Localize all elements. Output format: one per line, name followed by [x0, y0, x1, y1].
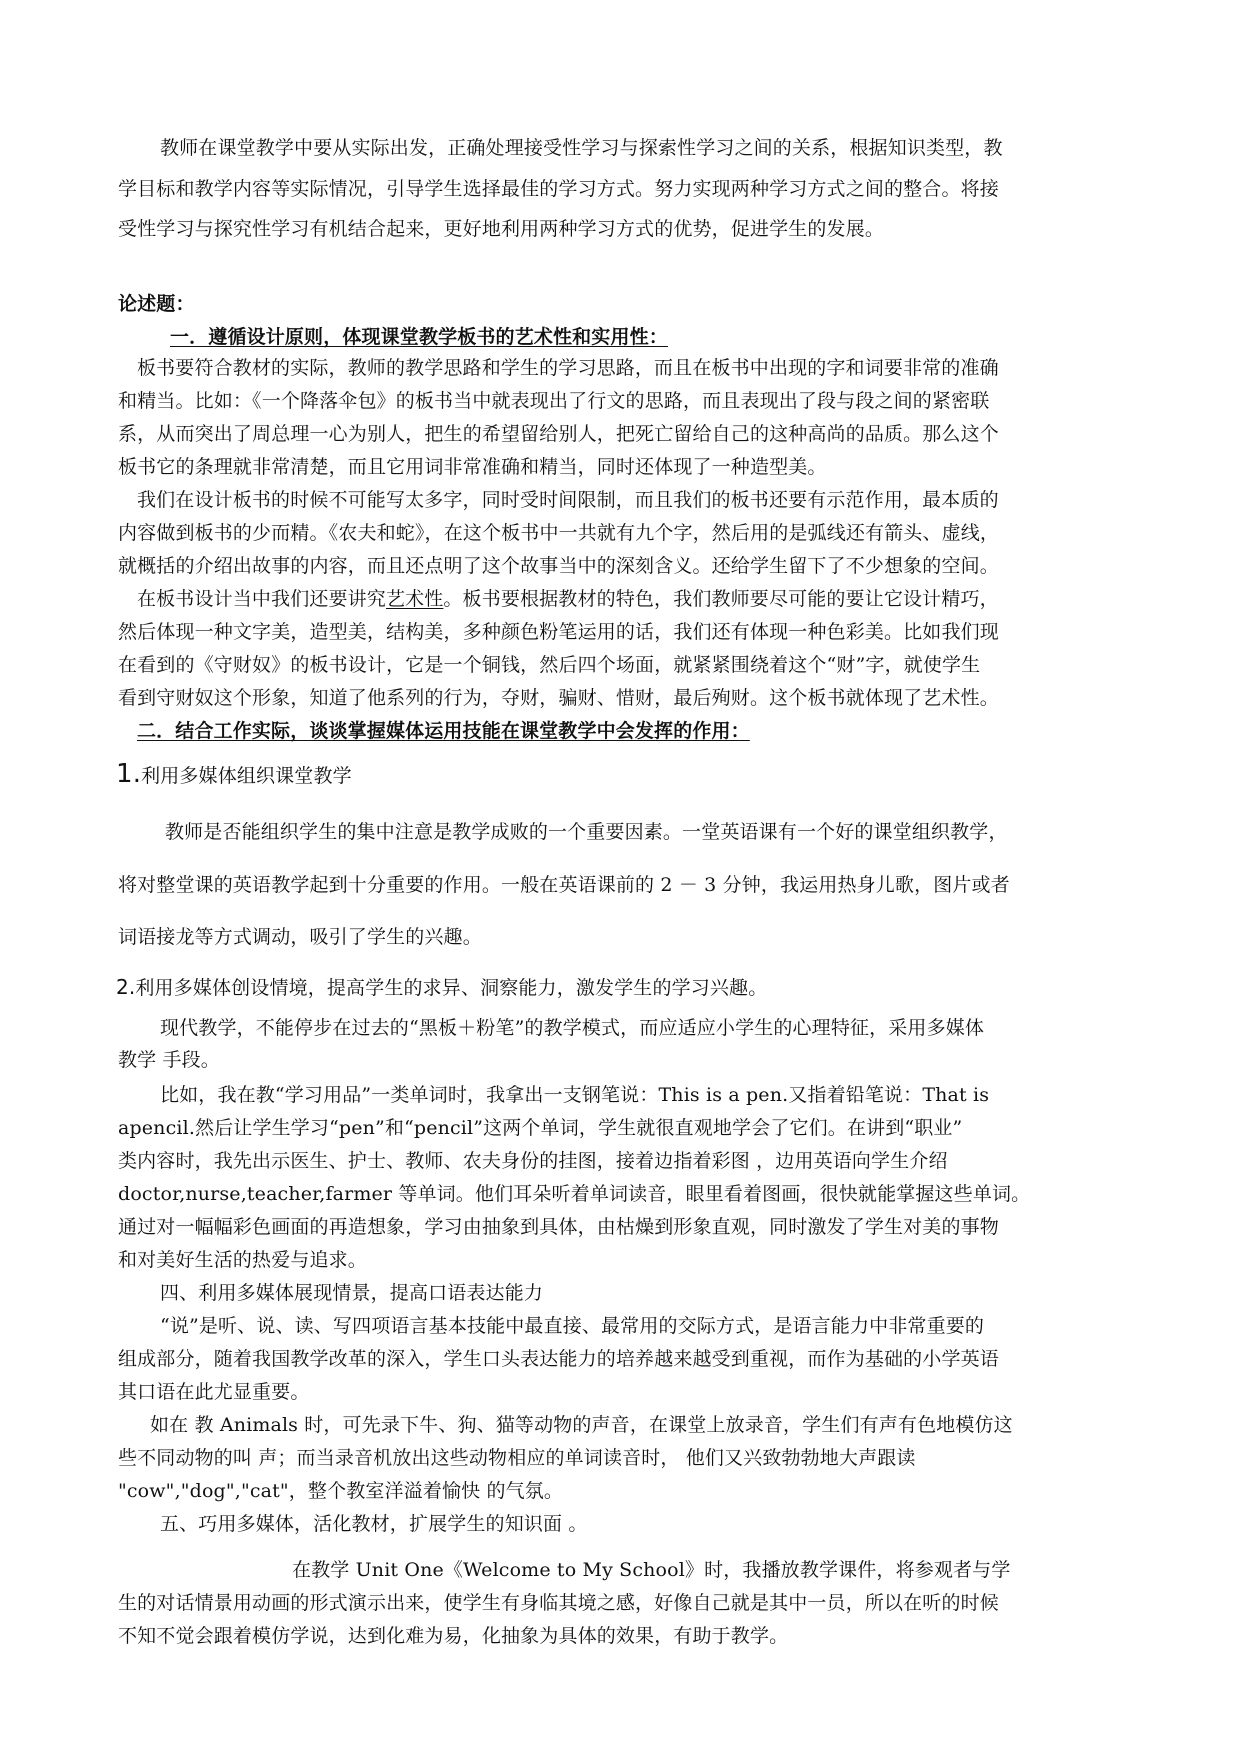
para-line: 我们在设计板书的时候不可能写太多字，同时受时间限制，而且我们的板书还要有示范作用，最本质的	[137, 489, 999, 511]
para-line: 不知不觉会跟着模仿学说，达到化难为易，化抽象为具体的效果，有助于教学。	[118, 1625, 789, 1647]
intro-line-2: 学目标和教学内容等实际情况，引导学生选择最佳的学习方式。努力实现两种学习方式之间的整合。将接	[118, 178, 999, 200]
intro-line-3: 受性学习与探究性学习有机结合起来，更好地利用两种学习方式的优势，促进学生的发展。	[118, 218, 885, 240]
para-line: 其口语在此尤显重要。	[118, 1381, 310, 1403]
para-line: 词语接龙等方式调动，吸引了学生的兴趣。	[118, 926, 482, 948]
para-line	[137, 587, 999, 611]
subheading-number: 2.	[116, 975, 136, 999]
para-line: 现代教学，不能停步在过去的“黑板＋粉笔”的教学模式，而应适应小学生的心理特征，采用多媒体	[160, 1017, 985, 1039]
text-run: 在板书设计当中我们还要讲究	[137, 588, 386, 610]
underlined-term: 艺术性	[385, 588, 444, 610]
para-line: 在看到的《守财奴》的板书设计，它是一个铜钱，然后四个场面，就紧紧围绕着这个“财”字，就使学生	[118, 654, 981, 676]
para-line: 些不同动物的叫 声；而当录音机放出这些动物相应的单词读音时， 他们又兴致勃勃地大声跟读	[118, 1447, 916, 1469]
para-line: 系，从而突出了周总理一心为别人，把生的希望留给别人，把死亡留给自己的这种高尚的品质。那么这个	[118, 423, 999, 445]
para-line: 板书它的条理就非常清楚，而且它用词非常准确和精当，同时还体现了一种造型美。	[118, 456, 827, 478]
para-line: 组成部分，随着我国教学改革的深入，学生口头表达能力的培养越来越受到重视，而作为基础的小学英语	[118, 1348, 999, 1370]
subheading-2	[116, 975, 767, 1000]
para-line: doctor,nurse,teacher,farmer 等单词。他们耳朵听着单词读音，眼里看着图画，很快就能掌握这些单词。	[118, 1183, 1031, 1205]
para-line: 板书要符合教材的实际，教师的教学思路和学生的学习思路，而且在板书中出现的字和词要非常的准确	[137, 357, 999, 379]
subheading-4: 四、利用多媒体展现情景，提高口语表达能力	[160, 1282, 544, 1304]
para-line: 就概括的介绍出故事的内容，而且还点明了这个故事当中的深刻含义。还给学生留下了不少想象的空间。	[118, 555, 999, 577]
para-line: 和精当。比如：《一个降落伞包》的板书当中就表现出了行文的思路，而且表现出了段与段之间的紧密联	[118, 390, 990, 412]
para-line: 然后体现一种文字美，造型美，结构美，多种颜色粉笔运用的话，我们还有体现一种色彩美。比如我们现	[118, 621, 999, 643]
heading-one: 一．遵循设计原则，体现课堂教学板书的艺术性和实用性：	[170, 326, 668, 348]
subheading-text: 利用多媒体创设情境，提高学生的求异、洞察能力，激发学生的学习兴趣。	[135, 977, 768, 999]
subheading-1	[116, 759, 352, 789]
para-line: 如在 教 Animals 时，可先录下牛、狗、猫等动物的声音，在课堂上放录音，学生们有声有色地模仿这	[150, 1414, 1013, 1436]
para-line: 比如，我在教“学习用品”一类单词时，我拿出一支钢笔说：This is a pen.又指着铅笔说：That is	[160, 1084, 990, 1106]
para-line: “说”是听、说、读、写四项语言基本技能中最直接、最常用的交际方式，是语言能力中非常重要的	[160, 1315, 985, 1337]
para-line: 通过对一幅幅彩色画面的再造想象，学习由抽象到具体，由枯燥到形象直观，同时激发了学生对美的事物	[118, 1216, 999, 1238]
para-line: "cow","dog","cat"，整个教室洋溢着愉快 的气氛。	[118, 1480, 564, 1502]
essay-section-label: 论述题：	[118, 293, 195, 315]
text-run: 。板书要根据教材的特色，我们教师要尽可能的要让它设计精巧，	[443, 588, 999, 610]
para-line: 教学 手段。	[118, 1049, 220, 1071]
para-line: 生的对话情景用动画的形式演示出来，使学生有身临其境之感，好像自己就是其中一员，所以在听的时候	[118, 1592, 999, 1614]
para-line: 教师是否能组织学生的集中注意是教学成败的一个重要因素。一堂英语课有一个好的课堂组织教学，	[165, 821, 1008, 843]
para-line: 内容做到板书的少而精。《农夫和蛇》，在这个板书中一共就有九个字，然后用的是弧线还有箭头、虚线，	[118, 522, 1000, 544]
para-line: 将对整堂课的英语教学起到十分重要的作用。一般在英语课前的 2 － 3 分钟，我运用热身儿歌，图片或者	[118, 874, 1010, 896]
heading-two: 二．结合工作实际，谈谈掌握媒体运用技能在课堂教学中会发挥的作用：	[137, 720, 750, 742]
subheading-text: 利用多媒体组织课堂教学	[141, 765, 352, 787]
para-line: apencil.然后让学生学习“pen”和“pencil”这两个单词，学生就很直观地学会了它们。在讲到“职业”	[118, 1117, 963, 1139]
para-line: 和对美好生活的热爱与追求。	[118, 1249, 367, 1271]
para-line: 类内容时，我先出示医生、护士、教师、农夫身份的挂图，接着边指着彩图 ，边用英语向学生介绍	[118, 1150, 948, 1172]
subheading-5: 五、巧用多媒体，活化教材，扩展学生的知识面 。	[160, 1513, 588, 1535]
subheading-number: 1.	[116, 759, 142, 789]
para-line: 在教学 Unit One《Welcome to My School》时，我播放教学课件，将参观者与学	[292, 1559, 1011, 1581]
para-line: 看到守财奴这个形象，知道了他系列的行为，夺财，骗财、惜财，最后殉财。这个板书就体现了艺术性。	[118, 687, 999, 709]
intro-line-1: 教师在课堂教学中要从实际出发，正确处理接受性学习与探索性学习之间的关系，根据知识类型，教	[160, 137, 1003, 159]
